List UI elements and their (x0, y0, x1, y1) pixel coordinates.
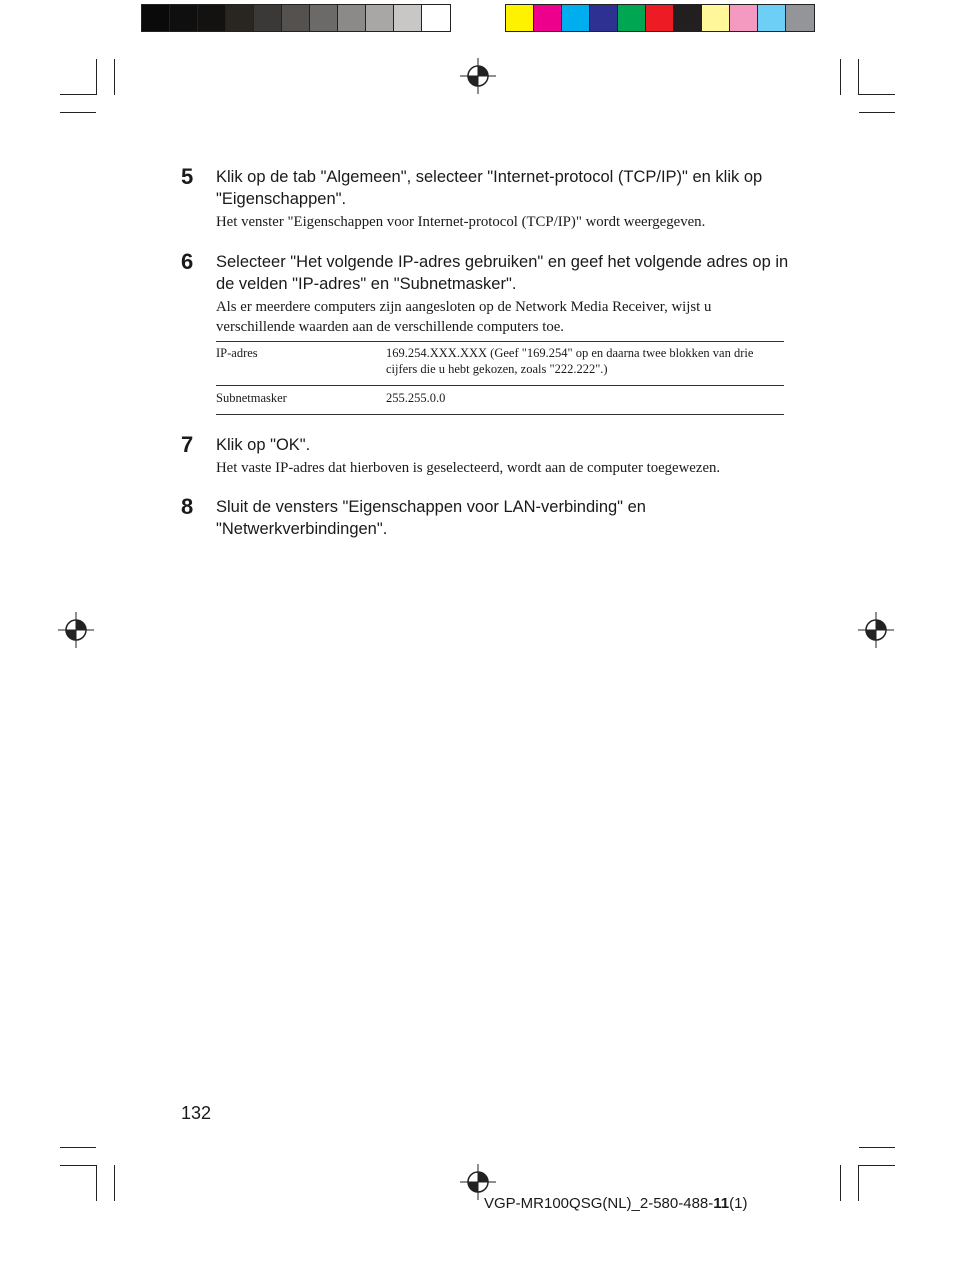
grayscale-calibration-bar (141, 4, 451, 32)
ip-settings-table (216, 341, 784, 415)
document-code-prefix: VGP-MR100QSG(NL)_2-580-488- (484, 1195, 714, 1212)
gray-swatch (422, 5, 450, 31)
page-number: 132 (181, 1103, 212, 1123)
step-heading: Selecteer "Het volgende IP-adres gebruiken" en geef het volgende adres op in de velden "IP-adres" en "Subnetmasker". (216, 253, 789, 293)
color-swatch (730, 5, 758, 31)
document-code (484, 1195, 747, 1212)
document-code-suffix: (1) (729, 1195, 748, 1212)
gray-swatch (310, 5, 338, 31)
step-5 (181, 166, 791, 232)
color-swatch (646, 5, 674, 31)
step-heading: Klik op de tab "Algemeen", selecteer "Internet-protocol (TCP/IP)" en klik op "Eigenschappen". (216, 168, 763, 208)
table-row (216, 342, 784, 386)
registration-mark-icon (460, 58, 496, 94)
step-heading: Sluit de vensters "Eigenschappen voor LAN-verbinding" en "Netwerkverbindingen". (216, 498, 646, 538)
step-number: 7 (181, 432, 194, 457)
color-swatch (702, 5, 730, 31)
step-8 (181, 496, 791, 540)
color-swatch (618, 5, 646, 31)
step-number: 6 (181, 249, 194, 274)
gray-swatch (366, 5, 394, 31)
gray-swatch (282, 5, 310, 31)
step-body: Het vaste IP-adres dat hierboven is geselecteerd, wordt aan de computer toegewezen. (216, 460, 721, 476)
color-swatch (562, 5, 590, 31)
color-swatch (534, 5, 562, 31)
registration-mark-icon (858, 612, 894, 648)
gray-swatch (394, 5, 422, 31)
gray-swatch (198, 5, 226, 31)
color-swatch (674, 5, 702, 31)
gray-swatch (170, 5, 198, 31)
color-swatch (786, 5, 814, 31)
gray-swatch (226, 5, 254, 31)
step-heading: Klik op "OK". (216, 436, 311, 454)
table-cell-label: Subnetmasker (216, 386, 386, 415)
step-body: Als er meerdere computers zijn aangesloten op de Network Media Receiver, wijst u verschillende waarden aan de verschillende computers toe. (216, 299, 712, 335)
step-6 (181, 251, 791, 337)
color-swatch (590, 5, 618, 31)
table-cell-value: 169.254.XXX.XXX (Geef "169.254" op en daarna twee blokken van drie cijfers die u hebt gekozen, zoals "222.222".) (386, 342, 784, 386)
color-swatch (506, 5, 534, 31)
step-7 (181, 434, 791, 478)
step-number: 8 (181, 494, 194, 519)
document-code-bold: 11 (713, 1195, 730, 1212)
gray-swatch (338, 5, 366, 31)
registration-mark-icon (58, 612, 94, 648)
color-calibration-bar (505, 4, 815, 32)
table-cell-label: IP-adres (216, 342, 386, 386)
table-cell-value: 255.255.0.0 (386, 386, 784, 415)
color-swatch (758, 5, 786, 31)
table-row (216, 386, 784, 415)
step-body: Het venster "Eigenschappen voor Internet-protocol (TCP/IP)" wordt weergegeven. (216, 214, 706, 230)
gray-swatch (254, 5, 282, 31)
gray-swatch (142, 5, 170, 31)
step-number: 5 (181, 164, 194, 189)
